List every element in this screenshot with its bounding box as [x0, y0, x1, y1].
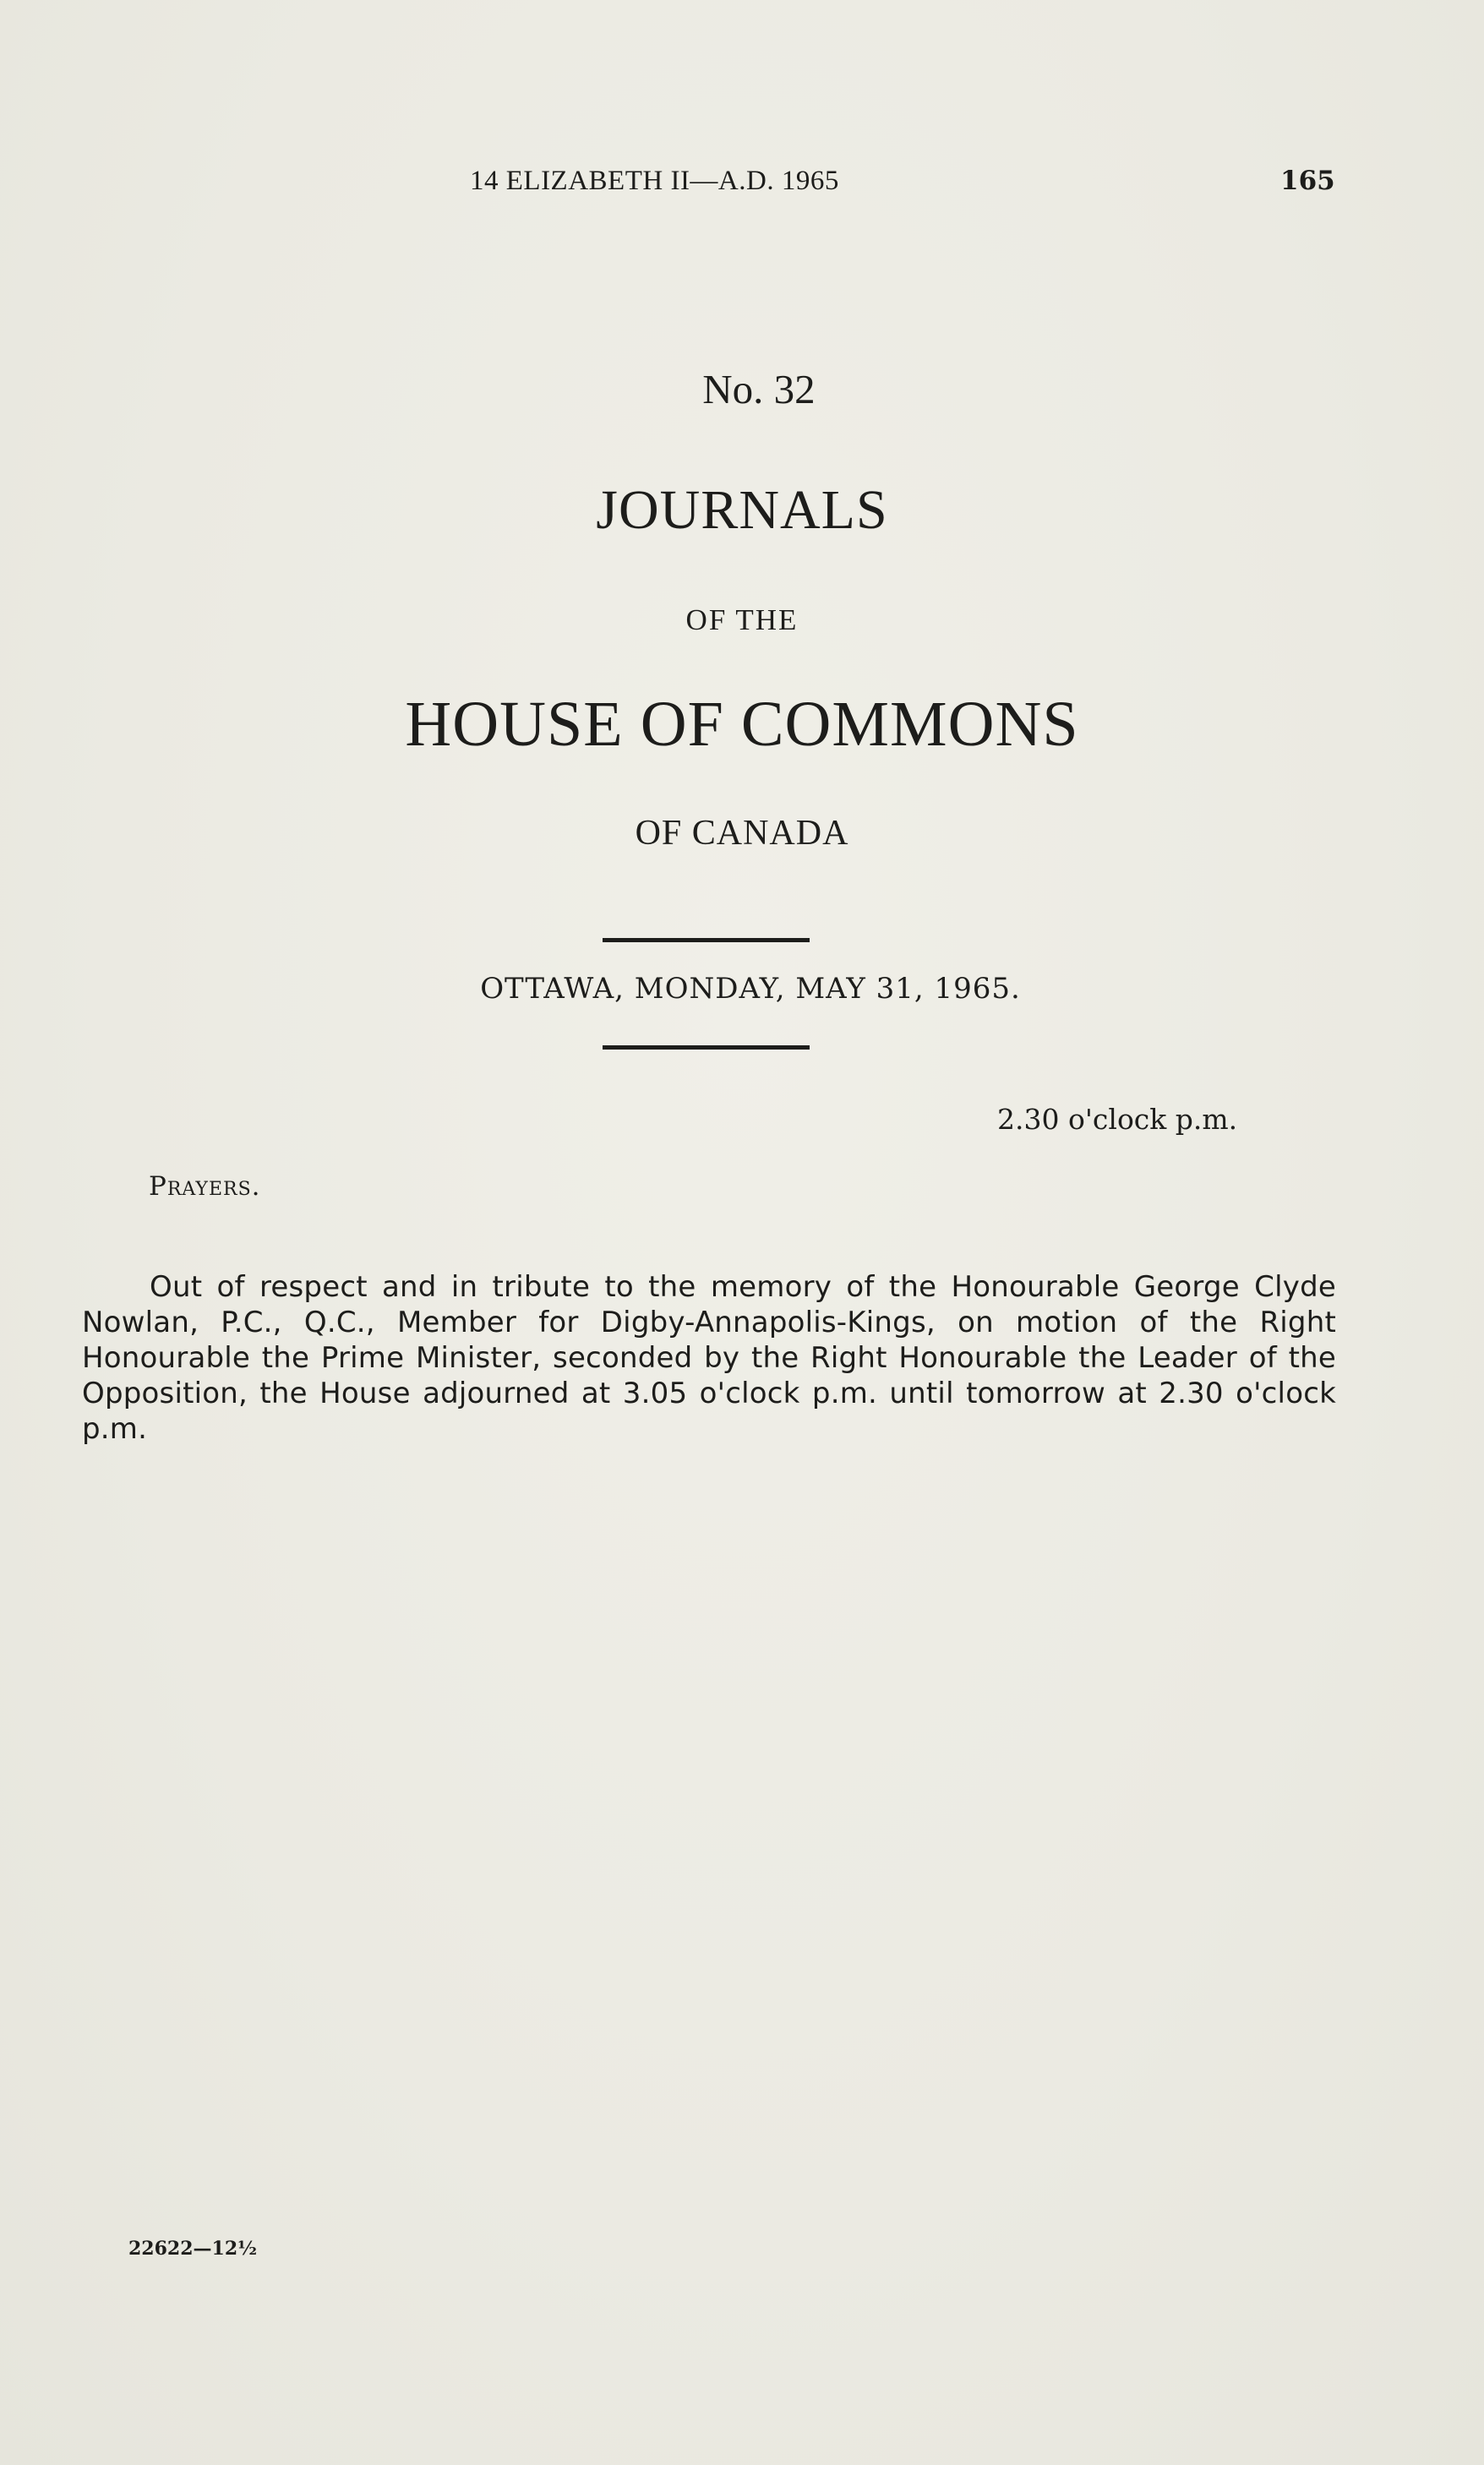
top-divider [603, 938, 810, 942]
of-canada-heading: OF CANADA [635, 814, 849, 853]
page-number: 165 [1280, 166, 1335, 196]
prayers-label: Prayers. [149, 1171, 261, 1202]
printer-code: 22622—12½ [128, 2238, 258, 2260]
journal-number: No. 32 [702, 366, 816, 412]
body-paragraph: Out of respect and in tribute to the memory of the Honourable George Clyde Nowlan, P.C., Q.C., Member for Digby-Annapolis-Kings, on motion of the Right Honourable the Prime Minister, seconded by the Right Honourable the Leader of the Opposition, the House adjourned at 3.05 o'clock p.m. until tomorrow at 2.30 o'clock p.m. [82, 1270, 1336, 1446]
running-head [0, 166, 1484, 206]
running-title: 14 ELIZABETH II—A.D. 1965 [470, 166, 839, 196]
journals-heading: JOURNALS [596, 479, 888, 541]
of-the-heading: OF THE [685, 603, 799, 636]
house-of-commons-heading: HOUSE OF COMMONS [405, 689, 1079, 760]
date-line: OTTAWA, MONDAY, MAY 31, 1965. [480, 972, 1021, 1006]
bottom-divider [603, 1045, 810, 1050]
sitting-time: 2.30 o'clock p.m. [997, 1103, 1238, 1136]
